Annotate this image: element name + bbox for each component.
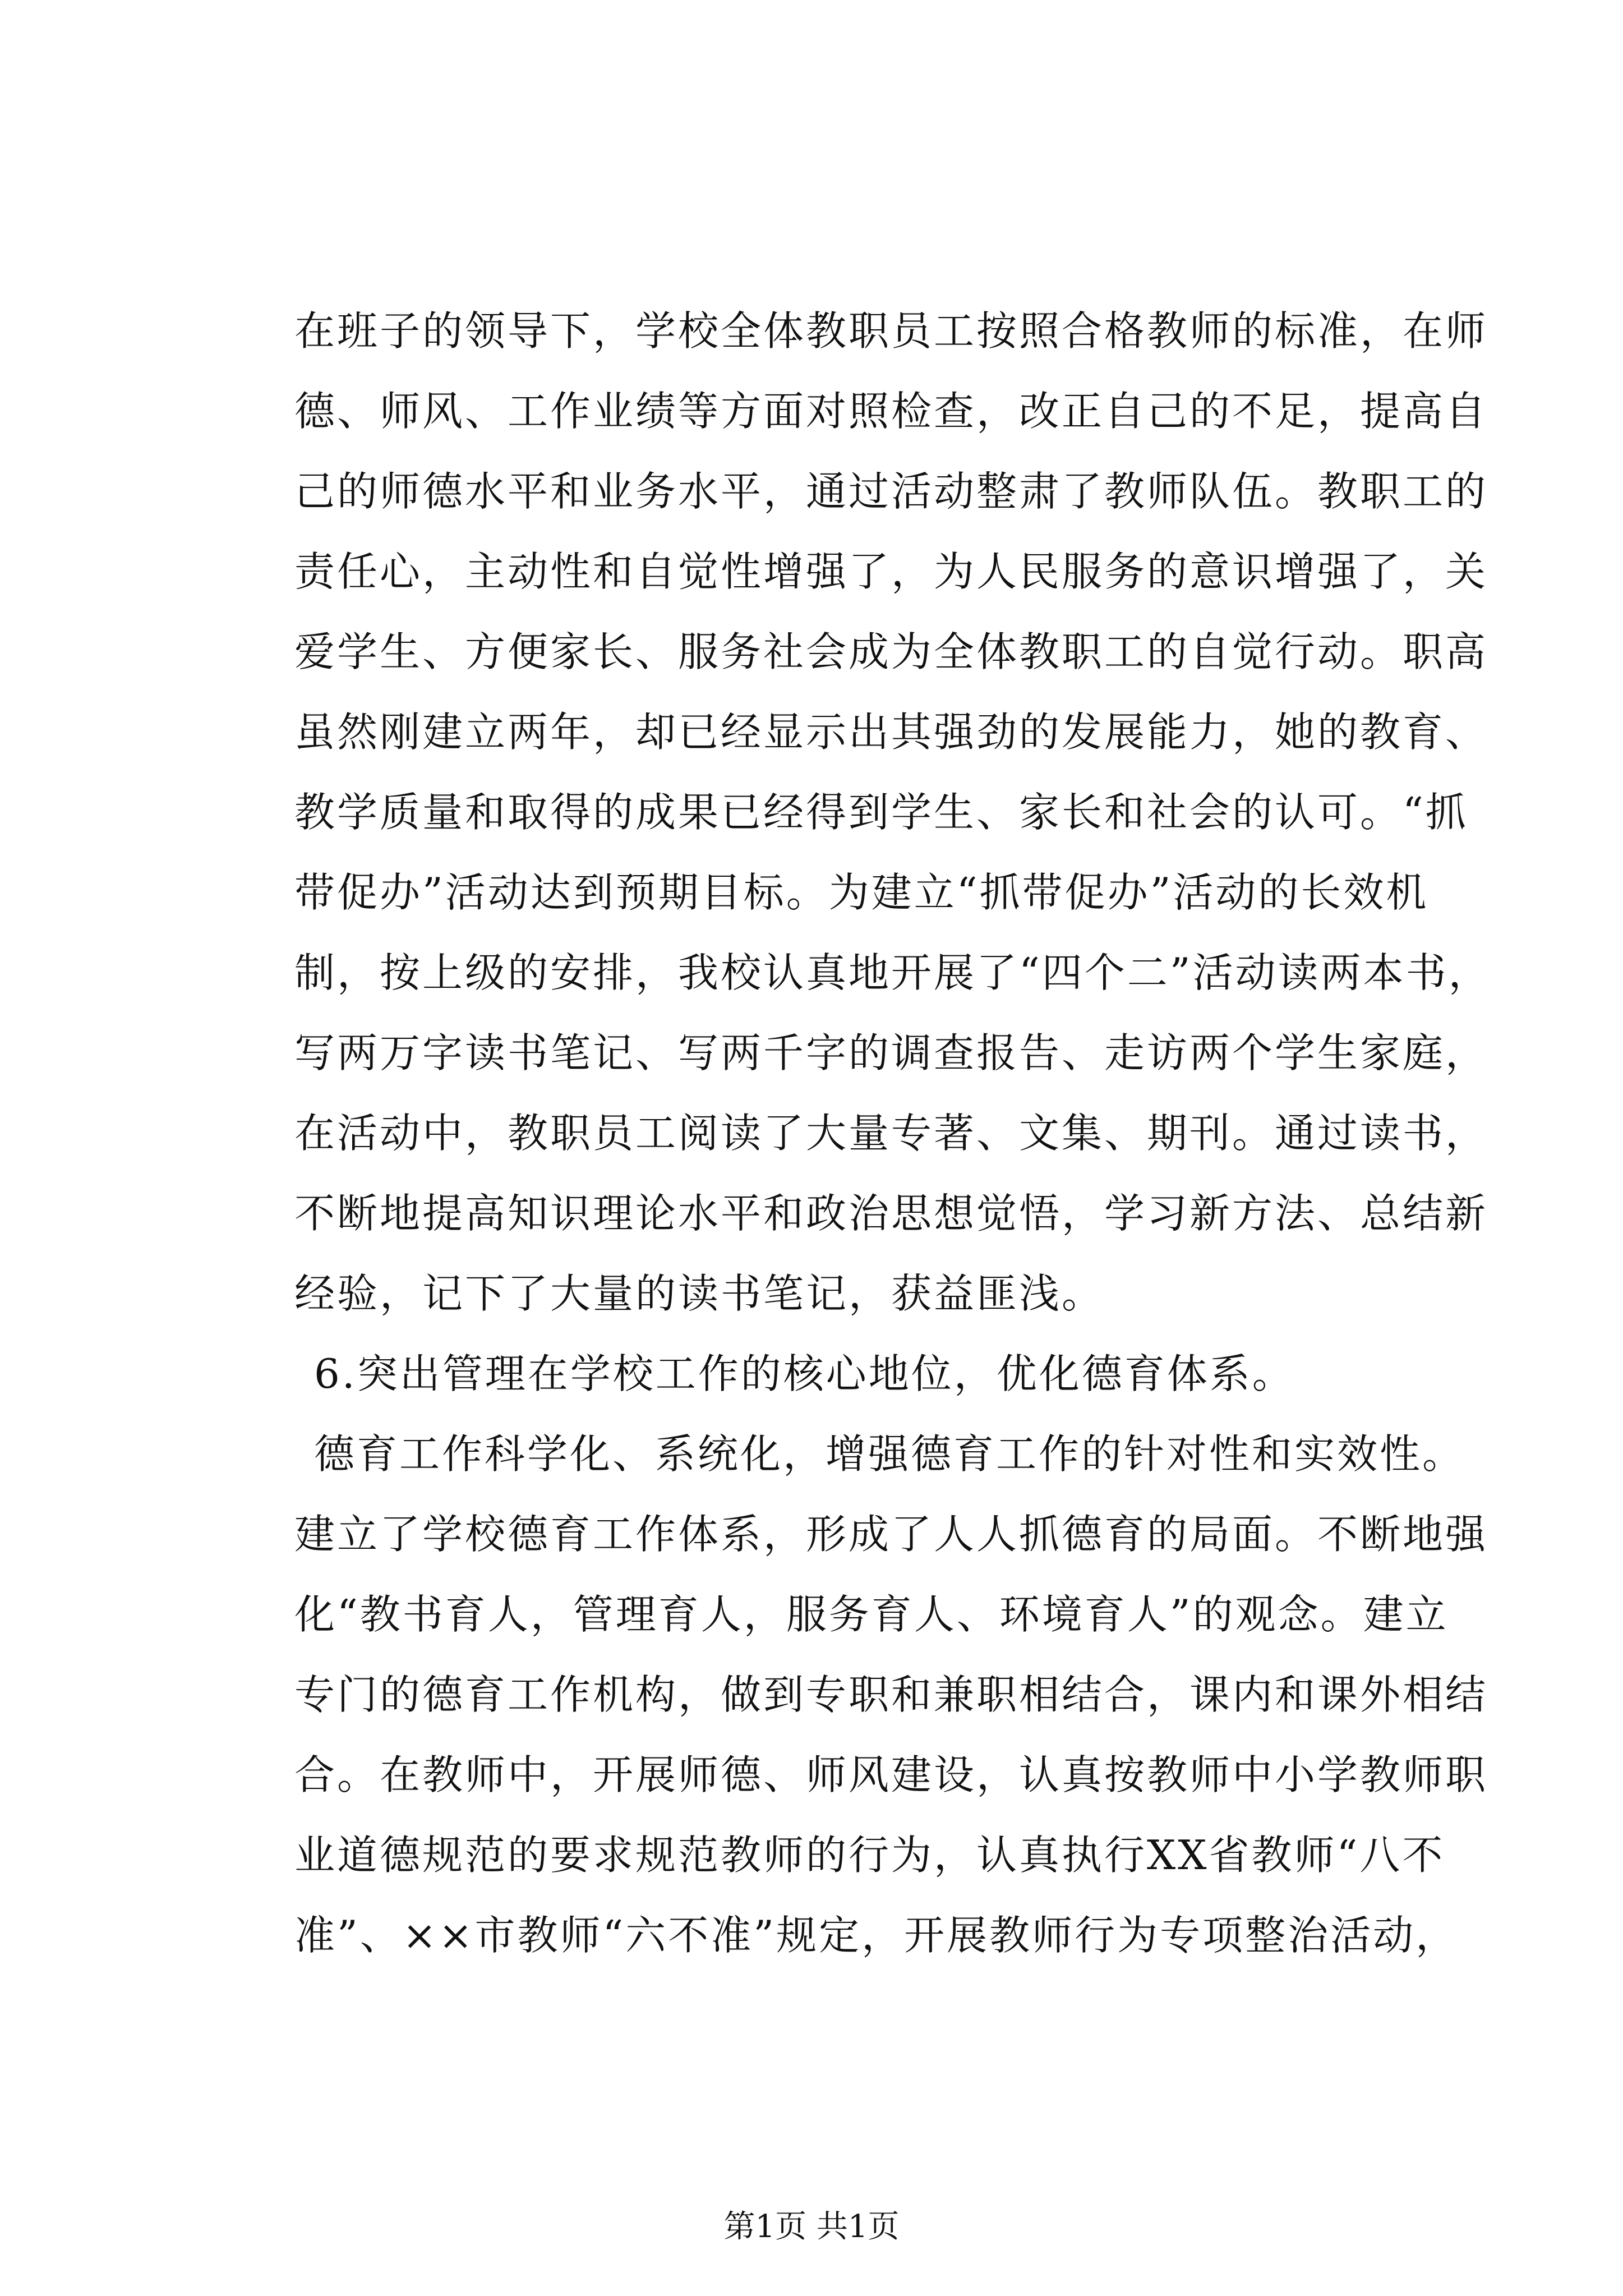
body-text-line: 责任心，主动性和自觉性增强了，为人民服务的意识增强了，关 (294, 548, 1488, 595)
page-footer: 第1页 共1页 (723, 2208, 900, 2245)
body-text-line: 写两万字读书笔记、写两千字的调查报告、走访两个学生家庭， (294, 1029, 1488, 1076)
body-text-line: 化“教书育人，管理育人，服务育人、环境育人”的观念。建立 (294, 1591, 1449, 1638)
body-text-line: 准”、××市教师“六不准”规定，开展教师行为专项整治活动， (294, 1912, 1459, 1959)
body-text-line: 虽然刚建立两年，却已经显示出其强劲的发展能力，她的教育、 (294, 708, 1488, 756)
body-text-line: 专门的德育工作机构，做到专职和兼职相结合，课内和课外相结 (294, 1671, 1488, 1718)
body-text-line: 制，按上级的安排，我校认真地开展了“四个二”活动读两本书， (294, 949, 1491, 996)
section-heading: 6.突出管理在学校工作的核心地位，优化德育体系。 (314, 1350, 1295, 1397)
body-text-line: 业道德规范的要求规范教师的行为，认真执行XX省教师“八不 (294, 1832, 1445, 1879)
body-text-line: 在活动中，教职员工阅读了大量专著、文集、期刊。通过读书， (294, 1110, 1488, 1157)
body-text-line: 德育工作科学化、系统化，增强德育工作的针对性和实效性。 (314, 1430, 1465, 1478)
body-text-line: 教学质量和取得的成果已经得到学生、家长和社会的认可。“抓 (294, 789, 1468, 836)
body-text-line: 经验，记下了大量的读书笔记，获益匪浅。 (294, 1270, 1105, 1317)
body-text-line: 德、师风、工作业绩等方面对照检查，改正自己的不足，提高自 (294, 388, 1488, 435)
body-text-line: 建立了学校德育工作体系，形成了人人抓德育的局面。不断地强 (294, 1511, 1488, 1558)
body-text-line: 合。在教师中，开展师德、师风建设，认真按教师中小学教师职 (294, 1751, 1488, 1798)
body-text-line: 带促办”活动达到预期目标。为建立“抓带促办”活动的长效机 (294, 869, 1429, 916)
body-text-line: 在班子的领导下，学校全体教职员工按照合格教师的标准，在师 (294, 307, 1488, 355)
body-text-line: 己的师德水平和业务水平，通过活动整肃了教师队伍。教职工的 (294, 468, 1488, 515)
body-text-line: 爱学生、方便家长、服务社会成为全体教职工的自觉行动。职高 (294, 628, 1488, 675)
body-text-line: 不断地提高知识理论水平和政治思想觉悟，学习新方法、总结新 (294, 1190, 1488, 1237)
